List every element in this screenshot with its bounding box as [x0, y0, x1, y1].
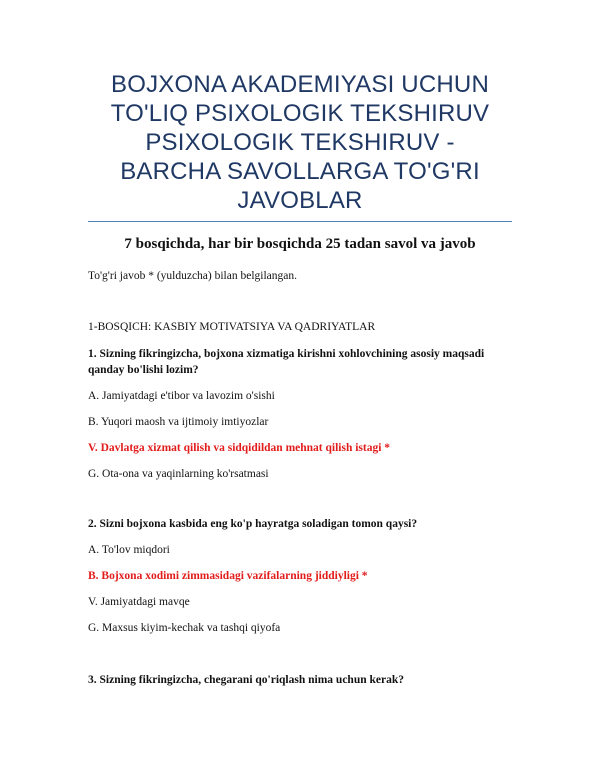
- question-text: qanday bo'lishi lozim?: [88, 364, 199, 376]
- option-a: A. To'lov miqdori: [88, 544, 170, 556]
- title-line: PSIXOLOGIK TEKSHIRUV -: [145, 129, 455, 156]
- question-3: 3. Sizning fikringizcha, chegarani qo'riqlash nima uchun kerak?: [88, 674, 404, 686]
- option-b: B. Yuqori maosh va ijtimoiy imtiyozlar: [88, 416, 269, 428]
- option-v-correct: V. Davlatga xizmat qilish va sidqidildan mehnat qilish istagi *: [88, 442, 391, 454]
- option-g: G. Maxsus kiyim-kechak va tashqi qiyofa: [88, 622, 281, 634]
- question-2: 2. Sizni bojxona kasbida eng ko'p hayratga soladigan tomon qaysi?: [88, 518, 418, 530]
- title-line: JAVOBLAR: [237, 187, 363, 214]
- section-heading: 1-BOSQICH: KASBIY MOTIVATSIYA VA QADRIYATLAR: [88, 321, 376, 333]
- document-subtitle: 7 bosqichda, har bir bosqichda 25 tadan savol va javob: [124, 236, 476, 252]
- answer-note: To'g'ri javob * (yulduzcha) bilan belgilangan.: [88, 270, 297, 282]
- title-line: TO'LIQ PSIXOLOGIK TEKSHIRUV: [110, 100, 490, 127]
- title-line: BARCHA SAVOLLARGA TO'G'RI: [120, 158, 480, 185]
- question-1: [88, 346, 518, 378]
- title-line: BOJXONA AKADEMIYASI UCHUN: [111, 71, 489, 98]
- option-v: V. Jamiyatdagi mavqe: [88, 596, 190, 608]
- document-title: [60, 70, 540, 215]
- option-a: A. Jamiyatdagi e'tibor va lavozim o'sishi: [88, 390, 275, 402]
- option-b-correct: B. Bojxona xodimi zimmasidagi vazifalarning jiddiyligi *: [88, 570, 368, 582]
- title-divider: [88, 221, 512, 222]
- option-g: G. Ota-ona va yaqinlarning ko'rsatmasi: [88, 468, 269, 480]
- question-text: 1. Sizning fikringizcha, bojxona xizmatiga kirishni xohlovchining asosiy maqsadi: [88, 348, 485, 360]
